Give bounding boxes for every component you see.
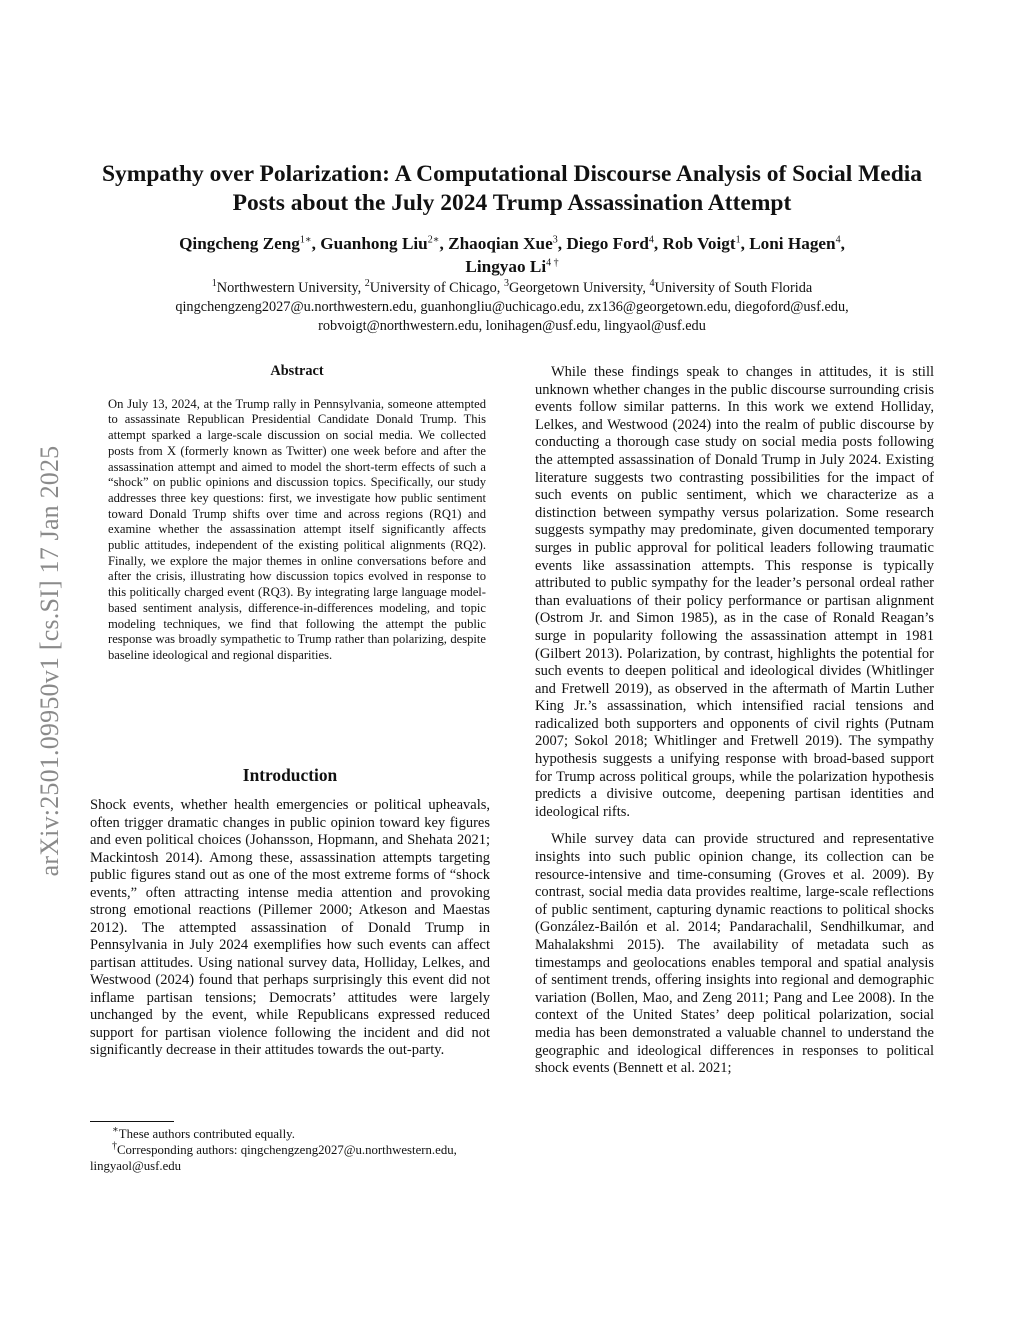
arxiv-sidebar-identifier — [30, 378, 70, 943]
footnote-equal-contribution: ∗These authors contributed equally. — [112, 1124, 295, 1141]
arxiv-id-text: arXiv:2501.09950v1 [cs.SI] 17 Jan 2025 — [35, 445, 64, 876]
body-paragraph: While these findings speak to changes in attitudes, it is still unknown whether changes in the public discourse surrounding crisis events follow similar patterns. In this work we extend Holliday, Lelkes, and Westwood (2024) into the realm of public discourse by conducting a thorough case study on social media posts following the attempted assassination of Donald Trump in July 2024. Existing literature suggests two contrasting possibilities for the impact of such events on public sentiment, which we characterize as a distinction between sympathy versus polarization. Some research suggests sympathy may predominate, given documented temporary surges in public approval for political leaders following traumatic events like assassination attempts. This response is typically attributed to public sympathy for the leader’s personal ordeal rather than evaluations of their policy performance or partisan alignment (Ostrom Jr. and Simon 1985), as in the case of Ronald Reagan’s surge in popularity following the assassination attempt in 1981 (Gilbert 2013). Polarization, by contrast, highlights the potential for such events to deepen political and ideological divides (Whitlinger and Fretwell 2019), as observed in the aftermath of Martin Luther King Jr.’s assassination, which intensified racial tensions and radicalized both supporters and opponents of civil rights (Putnam 2007; Sokol 2018; Whitlinger and Fretwell 2019). The sympathy hypothesis suggests a unifying response with broad-based support for Trump across political groups, while the polarization hypothesis predicts a divisive outcome, deepening partisan identities and ideological rifts. — [535, 364, 934, 820]
right-column-body — [535, 364, 934, 1078]
paper-title: Sympathy over Polarization: A Computational Discourse Analysis of Social Media Posts about the July 2024 Trump Assassination Attempt — [101, 161, 923, 216]
author: Diego Ford$^4$, — [566, 234, 663, 253]
emails-line-2: robvoigt@northwestern.edu, lonihagen@usf.edu, lingyaol@usf.edu — [318, 318, 706, 334]
author: Guanhong Liu$^{2∗}$, — [320, 234, 449, 253]
author: Loni Hagen$^4$, — [749, 234, 845, 253]
abstract-heading: Abstract — [270, 363, 324, 379]
author: Qingcheng Zeng$^{1∗}$, — [179, 234, 321, 253]
footnote-corresponding-authors: †Corresponding authors: qingchengzeng2027@u.northwestern.edu, lingyaol@usf.edu — [90, 1140, 457, 1173]
affiliations-block — [80, 279, 944, 336]
body-paragraph: While survey data can provide structured and representative insights into such public opinion change, its collection can be resource-intensive and time-consuming (Groves et al. 2009). By contrast, social media data provides realtime, large-scale reflections of public sentiment, capturing dynamic reactions to political shocks (González-Bailón et al. 2014; Pandarachalil, Sendhilkumar, and Mahalakshmi 2015). The availability of metadata such as timestamps and geolocations enables temporal and spatial analysis of sentiment trends, offering insights into regional and demographic variation (Bollen, Mao, and Zeng 2011; Pang and Lee 2008). In the context of the United States’ deep political polarization, social media has been demonstrated a valuable channel to understand the geographic and ideological differences in responses to political shock events (Bennett et al. 2021; — [535, 831, 934, 1077]
abstract-text: On July 13, 2024, at the Trump rally in Pennsylvania, someone attempted to assassinate Republican Presidential Candidate Donald Trump. This attempt sparked a large-scale discussion on social media. We collected posts from X (formerly known as Twitter) one week before and after the assassination attempt and aimed to model the short-term effects of such a “shock” on public opinions and discussion topics. Specifically, our study addresses three key questions: first, we investigate how public sentiment toward Donald Trump shifts over time and across regions (RQ1) and examine whether the assassination attempt itself significantly affects public attitudes, independent of the existing political alignments (RQ2). Finally, we explore the major themes in online conversations before and after the crisis, illustrating how discussion topics evolved in response to this politically charged event (RQ3). By integrating large language model-based sentiment analysis, difference-in-differences modeling, and topic modeling techniques, we find that following the attempt the public response was broadly sympathetic to Trump rather than polarizing, despite baseline ideological and regional disparities. — [108, 396, 486, 662]
emails-line-1: qingchengzeng2027@u.northwestern.edu, guanhongliu@uchicago.edu, zx136@georgetown.edu, diegoford@usf.edu, — [175, 299, 849, 315]
introduction-section — [90, 797, 490, 1060]
footnote-rule — [90, 1121, 174, 1122]
abstract-section — [108, 364, 486, 664]
author-list — [80, 232, 944, 278]
author: Rob Voigt$^1$, — [662, 234, 750, 253]
affiliation-list: $^1$Northwestern University, $^2$University of Chicago, $^3$Georgetown University, $^4$University of South Florida — [211, 278, 813, 296]
author: Zhaoqian Xue$^3$, — [448, 234, 567, 253]
footnotes — [90, 1126, 520, 1174]
author: Lingyao $Li^{4 \dagger}$ — [465, 257, 559, 276]
introduction-paragraph: Shock events, whether health emergencies or political upheavals, often trigger dramatic changes in public opinion toward key figures and even political choices (Johansson, Hopmann, and Shehata 2021; Mackintosh 2014). Among these, assassination attempts targeting public figures stand out as one of the most extreme forms of “shock events,” often attracting intense media attention and provoking strong emotional reactions (Pillemer 2000; Atkeson and Maestas 2012). The attempted assassination of Donald Trump in Pennsylvania in July 2024 exemplifies how such events can affect partisan attitudes. Using national survey data, Holliday, Lelkes, and Westwood (2024) found that perhaps surprisingly this event did not inflame partisan tensions; Democrats’ attitudes were largely unchanged by the event, while Republicans expressed reduced support for partisan violence following the incident and did not significantly decrease in their attitudes towards the out-party. — [90, 797, 490, 1058]
introduction-heading: Introduction — [242, 765, 338, 785]
